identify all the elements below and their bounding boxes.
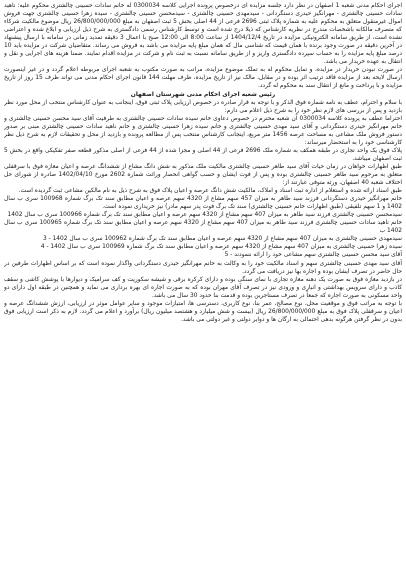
ownership-records-paragraph: طبق اسناد ارائه شده و استعلام از اداره ثبت اسناد و املاک، مالکیت شش دانگ عرصه و اعیان پلاک فوق به شرح ذیل به نام مالکین مشاعی ثبت گردیده است. <box>18 188 402 195</box>
heirs-statement-paragraph: طبق اظهارات خواهان در زمان حیات آقای سید طاهر حسینی چالشتری مالکیت ملک مذکور به شش دانگ مشاع از ششدانگ عرصه و اعیان مغازه فوق با سرقفلی متعلق به مرحوم سید طاهر حسینی چالشتری بوده و پس از فوت ایشان و حسب گواهی انحصار وراثت شماره 2602 مورخ 1402/04/10 صادره از شورای حل اختلاف شعبه 40 اصفهان، ورثه متوفی عبارتند از: <box>4 163 402 187</box>
owner-share-item-5: سیده زهرا حسینی چالشتری به میزان 407 سهم مشاع از 4320 سهم عرصه و اعیان مطابق سند تک برگ شماره 100969 سری ب سال 1402 - 4 <box>40 244 402 251</box>
owner-share-item-6: آقای سید محسن حسینی چالشتری سهم مشاعی خود را ارائه ننمودند - 5 <box>224 252 402 259</box>
property-description-paragraph: پلاک فوق یک واحد تجاری در طبقه همکف به شماره ملک 2696 فرعی از 44 اصلی و مجزا شده از 44 فرعی از اصلی مذکور قطعه صفر تفکیکی واقع در بخش 5 ثبت اصفهان میباشد. <box>4 147 402 162</box>
owner-share-item-2: سیدمحسن حسینی چالشتری فرزند سید طاهر به میزان 407 سهم مشاع از 4320 سهم عرصه و اعیان مطابق سند تک برگ شماره 100966 سری ب سال 1402 <box>7 212 402 219</box>
issuing-authority-heading: رئیس شعبه اجرای احکام مدنی شهرستان اصفهان <box>130 91 276 98</box>
site-inspection-paragraph: در بازدید مغازه فوق به صورت یک دهنه مغازه تجاری با نمای سنگی بوده و دارای کرکره برقی و شیشه سکوریت و کف سرامیک و دیوارها با پوشش کاشی و سقف کاذب و دارای سرویس بهداشتی و انباری و ورودی نیز در تصرف آقای مهران بوده که به صورت اجاره ای بهره برداری می نماید و همچنین در طبقه اول دارای دو واحد مسکونی به صورت اجاره که جمعاً در تصرف مستاجرین بوده و قدمت بنا حدود 30 سال می باشد. <box>4 276 402 299</box>
announcement-document <box>4 2 402 574</box>
owner-share-item-1: خانم مهرانگیز حیدری دستگردانی فرزند سید طاهر به میزان 457 سهم مشاع از 4320 سهم عرصه و اعیان مطابق سند تک برگ شماره 100968 سری ب سال 1402 و 1 سهم تلفیقی (طبق اظهارات خانم حسینی چالشتری) سند تک برگ فوت پدر سهم مادر) نیز خریداری نموده است. <box>4 196 402 211</box>
owner-share-item-3: خانم ناهید سادات حسینی چالشتری فرزند سید طاهر به میزان 407 سهم مشاع از 4320 سهم عرصه و اعیان مطابق سند تک برگ شماره 100965 سری ب سال 1402 ب <box>4 220 402 235</box>
case-reference-paragraph: احتراما عطف به پرونده کلاسه 0300034 آن شعبه محترم در خصوص دعاوی خانم سیده سادات حسینی چالشتری به طرفیت آقای سید محسن حسینی چالشتری و خانم مهرانگیز حیدری دستگردانی و آقای سید مهدی حسینی چالشتری و خانم سیده زهرا حسینی چالشتری و خانم ناهید سادات حسینی چالشتری مبنی بر صدور دستور فروش ملک مشاعی به مساحت عرصه 1456 متر مربع، اینجانب کارشناس منتخب پس از مطالعه پرونده و بازدید از محل و تحقیقات لازم به شرح ذیل نظر کارشناسی خود را به استحضار میرساند: <box>4 115 402 146</box>
possession-paragraph: آقای سید مهدی حسینی چالشتری سهم و اسناد مالکیت خود را به وکالت به خانم مهرانگیز حیدری دستگردانی واگذار نموده است که بر اساس اظهارات طرفین در حال حاضر در تصرف ایشان بوده و اجاره بها نیز دریافت می گردد. <box>4 260 402 275</box>
owner-share-item-4: سیدمهدی حسینی چالشتری به میزان 407 سهم مشاع از 4320 سهم عرصه و اعیان مطابق سند تک برگ شماره 100962 سری ب سال 1402 - 3 <box>42 236 402 243</box>
expert-greeting-paragraph: با سلام و احترام، عطف به نامه شماره فوق الذکر و با توجه به قرار صادره در خصوص ارزیابی پلاک ثبتی فوق، اینجانب به عنوان کارشناس منتخب از محل مورد نظر بازدید و پس از بررسی های لازم نظر خود را به شرح ذیل اعلام می دارم: <box>4 99 402 114</box>
valuation-paragraph: با توجه به مراتب فوق و موقعیت محل، نوع مصالح، عمر بنا، نوع کاربری، دسترسی ها، امتیازات موجود و سایر عوامل موثر در ارزیابی، ارزش ششدانگ عرصه و اعیان و سرقفلی پلاک فوق به مبلغ 26/800/000/000 ریال (بیست و شش میلیارد و هشتصد میلیون ریال) برآورد و اعلام می گردد. لازم به ذکر است ارزیابی فوق بدون در نظر گرفتن هرگونه بدهی احتمالی به ارگان ها و دوایر دولتی و غیر دولتی می باشد. <box>4 300 402 323</box>
bidder-conditions-paragraph: در صورت نبودن خریدار در مزایده، و تمایل محکوم له به تملک موضوع مزایده، مراتب به صورت مکتوب به شعبه اجرای مربوطه اعلام گردد و در غیر اینصورت ارسال لایحه بعد از مزایده فاقد ترتیب اثر بوده و در مقابل، مالک نیز از تاریخ مزایده، ظرف مهلت 144 قانون اجرای احکام مدنی می تواند ظرف 15 روز از تاریخ مزایده و با پرداخت و مانع از انتقال سند به محکوم له گردد. <box>4 67 402 90</box>
auction-notice-paragraph: اجرای احکام مدنی شعبه 1 اصفهان در نظر دارد جلسه مزایده ای درخصوص پرونده اجرایی کلاسه 0300034 له خانم سادات حسینی چالشتری محکوم علیه: ناهید سادات حسینی چالشتری - مهرانگیز حیدری دستگردانی - سیدمهدی حسینی چالشتری - سیدمحسن حسینی چالشتری - سیده زهرا حسینی چالشتری جهت فروش اموال غیرمنقول متعلق به محکوم علیه به شماره پلاک ثبتی 2696 فرعی از 44 اصلی بخش 5 ثبت اصفهان به مبلغ 26/800/000/000 ریال موضوع مالکیت شرکاء که متصرف مالکانه باشخصات مندرج در نظریه کارشناس که ذیلا درج شده است و توسط کارشناس رسمی دادگستری به شرح ذیل ارزیابی و ابلاغ شده و اعتراضی نشده است، از طریق سامانه الکترونیکی مزایده در تاریخ 1404/12/4 از ساعت 8:00 الی 12:00 صبح با اعمال 3 دقیقه تمدید زمانی در سامانه با ارسال پیشنهاد در آخرین دقیقه در صورت وجود برنده با همان قیمت که شناسی مال که همان مبلغ پایه مزایده می باشد به فروش می رساند. متقاضیان شرکت در مزایده باید 10 درصد مبلغ پایه مزایده را به حساب سپرده دادگستری واریز و از طریق سامانه نسبت به ثبت نام و شرکت در مزایده اقدام نمایند. ضمنا هزینه های اجرایی و نقل و انتقال به عهده خریدار می باشد. <box>4 3 402 66</box>
